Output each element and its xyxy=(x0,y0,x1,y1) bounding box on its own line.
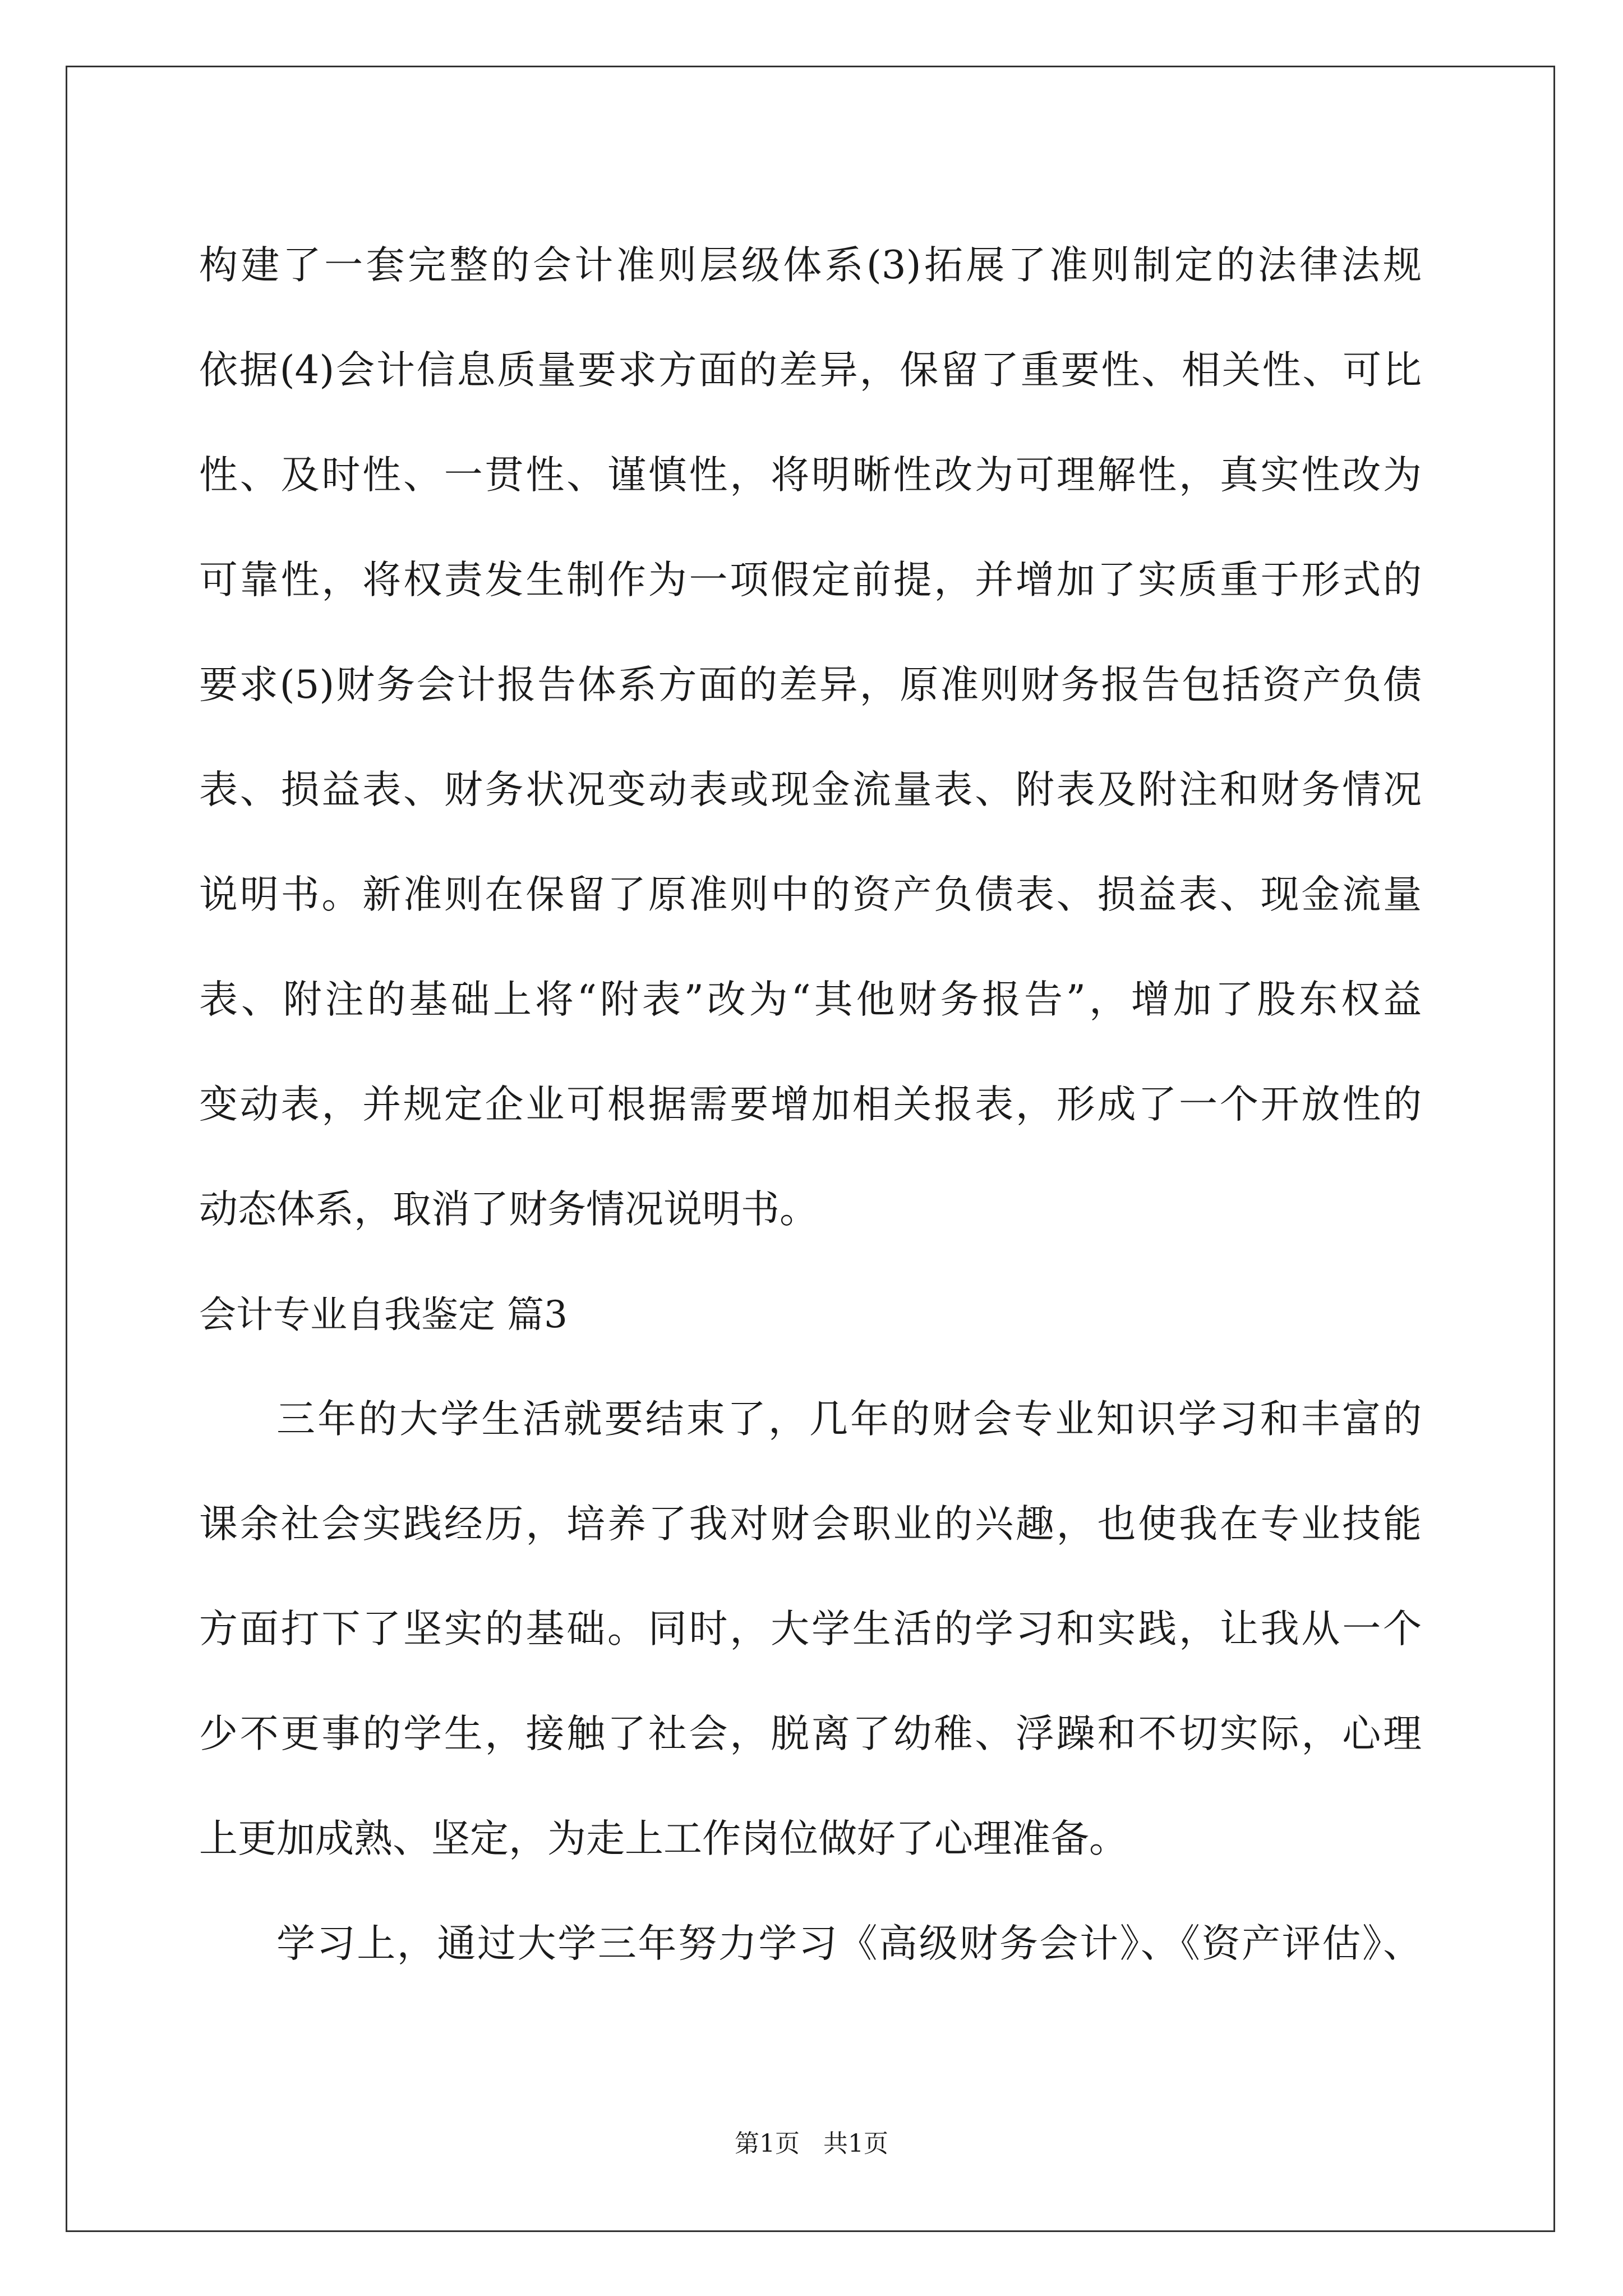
text-line: 表、附注的基础上将“附表”改为“其他财务报告”，增加了股东权益 xyxy=(199,977,1422,1022)
page-footer xyxy=(0,2127,1623,2161)
text-line: 上更加成熟、坚定，为走上工作岗位做好了心理准备。 xyxy=(199,1816,1128,1861)
text-line: 性、及时性、一贯性、谨慎性，将明晰性改为可理解性，真实性改为 xyxy=(199,453,1422,498)
text-line: 说明书。新准则在保留了原准则中的资产负债表、损益表、现金流量 xyxy=(199,872,1422,917)
section-heading: 会计专业自我鉴定 篇3 xyxy=(199,1293,568,1336)
text-line: 要求(5)财务会计报告体系方面的差异，原准则财务报告包括资产负债 xyxy=(199,662,1422,707)
text-line: 构建了一套完整的会计准则层级体系(3)拓展了准则制定的法律法规 xyxy=(199,243,1422,288)
page-number: 第1页 共1页 xyxy=(735,2129,888,2158)
text-line: 表、损益表、财务状况变动表或现金流量表、附表及附注和财务情况 xyxy=(199,767,1422,812)
text-line: 可靠性，将权责发生制作为一项假定前提，并增加了实质重于形式的 xyxy=(199,558,1422,602)
text-line: 学习上，通过大学三年努力学习《高级财务会计》、《资产评估》、 xyxy=(276,1921,1422,1966)
text-line: 依据(4)会计信息质量要求方面的差异，保留了重要性、相关性、可比 xyxy=(199,348,1422,393)
text-line: 三年的大学生活就要结束了，几年的财会专业知识学习和丰富的 xyxy=(276,1397,1422,1442)
text-line: 方面打下了坚实的基础。同时，大学生活的学习和实践，让我从一个 xyxy=(199,1607,1422,1651)
text-line: 少不更事的学生，接触了社会，脱离了幼稚、浮躁和不切实际，心理 xyxy=(199,1711,1422,1756)
document-body xyxy=(199,213,1422,1996)
text-line: 变动表，并规定企业可根据需要增加相关报表，形成了一个开放性的 xyxy=(199,1082,1422,1127)
text-line: 课余社会实践经历，培养了我对财会职业的兴趣，也使我在专业技能 xyxy=(199,1502,1422,1547)
text-line: 动态体系，取消了财务情况说明书。 xyxy=(199,1187,818,1232)
